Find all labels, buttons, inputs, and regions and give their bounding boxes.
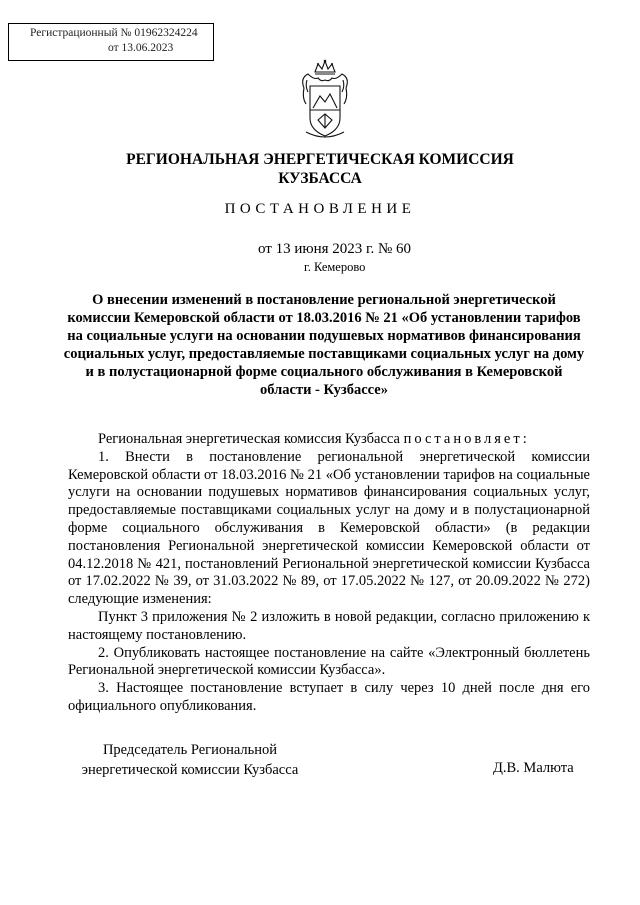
preamble xyxy=(68,431,590,449)
registration-number: Регистрационный № 01962324224 xyxy=(30,27,198,39)
signatory-position xyxy=(72,740,308,780)
document-city: г. Кемерово xyxy=(304,260,366,274)
document-type: ПОСТАНОВЛЕНИЕ xyxy=(224,201,416,217)
document-body xyxy=(68,431,590,716)
clause-1-sub: Пункт 3 приложения № 2 изложить в новой редакции, согласно приложению к настоящему постановлению. xyxy=(68,608,590,643)
clause-1: 1. Внести в постановление региональной энергетической комиссии Кемеровской области от 18.03.2016 № 21 «Об установлении тарифов на социальные услуги на основании подушевых нормативов финансирования социальных услуг, предоставляемые поставщиками социальных услуг на дому и в полустационарной форме социального обслуживания в Кемеровской области» (в редакции постановления Региональной энергетической комиссии Кемеровской области от 04.12.2018 № 421, постановлений Региональной энергетической комиссии Кузбасса от 17.02.2022 № 39, от 31.03.2022 № 89, от 17.05.2022 № 127, от 20.09.2022 № 272) следующие изменения: xyxy=(68,448,590,608)
organization-name-line2: КУЗБАССА xyxy=(278,170,362,187)
document-subject: О внесении изменений в постановление региональной энергетической комиссии Кемеровской области от 18.03.2016 № 21 «Об установлении тарифов на социальные услуги на основании подушевых нормативов финансирования социальных услуг, предоставляемые поставщиками социальных услуг на дому и в полустационарной форме социального обслуживания в Кемеровской области - Кузбассе» xyxy=(63,292,585,398)
clause-3: 3. Настоящее постановление вступает в силу через 10 дней после дня его официального опубликования. xyxy=(68,680,590,714)
preamble-decree-word: постановляет: xyxy=(403,431,530,447)
organization-name-line1: РЕГИОНАЛЬНАЯ ЭНЕРГЕТИЧЕСКАЯ КОМИССИЯ xyxy=(126,151,514,168)
registration-stamp xyxy=(8,23,214,61)
signatory-position-line1: Председатель Региональной xyxy=(102,742,278,758)
signatory-name: Д.В. Малюта xyxy=(493,760,574,776)
registration-date: от 13.06.2023 xyxy=(108,42,174,54)
document-date-number: от 13 июня 2023 г. № 60 xyxy=(258,241,412,257)
clause-2: 2. Опубликовать настоящее постановление на сайте «Электронный бюллетень Региональной энергетической комиссии Кузбасса». xyxy=(68,644,590,679)
signatory-position-line2: энергетической комиссии Кузбасса xyxy=(81,762,299,778)
kuzbass-coat-of-arms-icon xyxy=(296,58,354,140)
preamble-text: Региональная энергетическая комиссия Кузбасса xyxy=(98,431,404,447)
